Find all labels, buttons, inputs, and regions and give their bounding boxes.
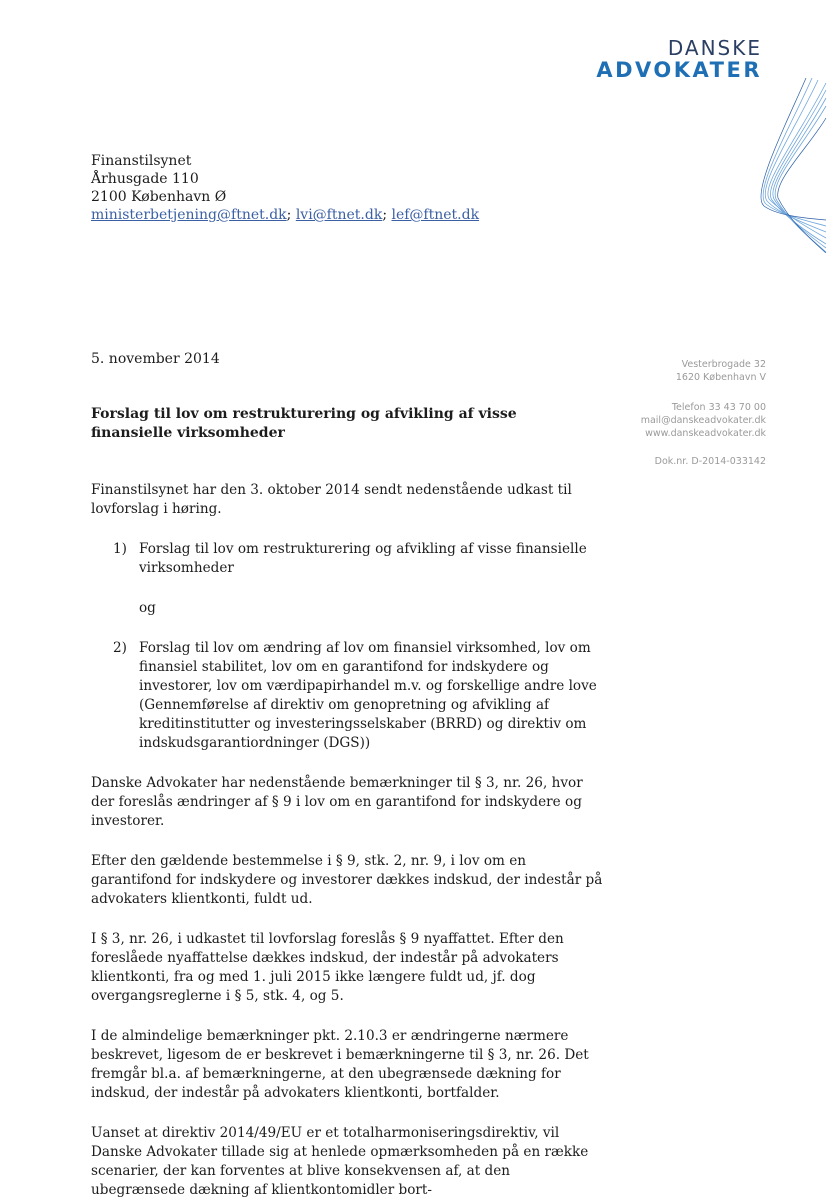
sender-contact <box>610 401 766 440</box>
document-number: Dok.nr. D-2014-033142 <box>654 456 766 467</box>
paragraph-4: I de almindelige bemærkninger pkt. 2.10.3 er ændringerne nærmere beskrevet, ligesom de er beskrevet i bemærkningerne til § 3, nr. 26. Det fremgår bl.a. af bemærkningerne, at den ubegrænsede dækning for indskud, der indestår på advokaters klientkonti, bortfalder. <box>91 1028 589 1101</box>
list-item-1 <box>91 540 606 578</box>
email-link-ministerbetjening[interactable]: ministerbetjening@ftnet.dk <box>91 207 287 223</box>
paragraph-1: Danske Advokater har nedenstående bemærkninger til § 3, nr. 26, hvor der foreslås ændringer af § 9 i lov om en garantifond for indskydere og investorer. <box>91 775 583 829</box>
letter-body <box>91 481 606 1200</box>
recipient-name: Finanstilsynet <box>91 153 192 169</box>
letter-date: 5. november 2014 <box>91 351 220 367</box>
list-item-text: Forslag til lov om restrukturering og afvikling af visse finansielle virksomheder <box>139 541 587 576</box>
recipient-street: Århusgade 110 <box>91 171 199 187</box>
sender-street: Vesterbrogade 32 <box>681 359 766 370</box>
letter-subject: Forslag til lov om restrukturering og afvikling af visse finansielle virksomheder <box>91 406 517 441</box>
sender-web: www.danskeadvokater.dk <box>645 428 766 439</box>
paragraph-3: I § 3, nr. 26, i udkastet til lovforslag foreslås § 9 nyaffattet. Efter den foreslåede nyaffattelse dækkes indskud, der indestår på advokaters klientkonti, fra og med 1. juli 2015 ikke længere fuldt ud, jf. dog overgangsreglerne i § 5, stk. 4, og 5. <box>91 931 564 1004</box>
email-link-lef[interactable]: lef@ftnet.dk <box>391 207 480 223</box>
list-item-text: Forslag til lov om ændring af lov om finansiel virksomhed, lov om finansiel stabilitet, lov om en garantifond for indskydere og investorer, lov om værdipapirhandel m.v. og forskellige andre love (Gennemførelse af direktiv om genopretning og afvikling af kreditinstitutter og investeringsselskaber (BRRD) og direktiv om indskudsgarantiordninger (DGS)) <box>139 640 597 751</box>
paragraph-5: Uanset at direktiv 2014/49/EU er et totalharmoniseringsdirektiv, vil Danske Advokater tillade sig at henlede opmærksomheden på en række scenarier, der kan forventes at blive konsekvensen af, at den ubegrænsede dækning af klientkontomidler bort- <box>91 1125 589 1198</box>
sender-email: mail@danskeadvokater.dk <box>640 415 766 426</box>
email-separator: ; <box>286 207 292 223</box>
recipient-emails <box>91 206 479 224</box>
sender-address <box>610 358 766 384</box>
logo-line-1: DANSKE <box>667 36 762 60</box>
logo-line-2: ADVOKATER <box>596 58 762 82</box>
email-separator: ; <box>382 207 388 223</box>
paragraph-2: Efter den gældende bestemmelse i § 9, stk. 2, nr. 9, i lov om en garantifond for indskydere og investorer dækkes indskud, der indestår på advokaters klientkonti, fuldt ud. <box>91 853 603 907</box>
logo-swoosh-graphic <box>708 78 828 253</box>
sender-document-number <box>610 455 766 468</box>
conjunction: og <box>139 600 156 616</box>
sender-phone: Telefon 33 43 70 00 <box>671 402 766 413</box>
email-link-lvi[interactable]: lvi@ftnet.dk <box>295 207 383 223</box>
list-item-number: 1) <box>113 541 127 557</box>
danske-advokater-logo <box>596 38 762 81</box>
recipient-address <box>91 152 479 224</box>
intro-paragraph: Finanstilsynet har den 3. oktober 2014 sendt nedenstående udkast til lovforslag i høring. <box>91 482 572 517</box>
list-item-2 <box>91 639 606 753</box>
recipient-city: 2100 København Ø <box>91 189 227 205</box>
list-item-number: 2) <box>113 640 127 656</box>
sender-city: 1620 København V <box>675 372 766 383</box>
